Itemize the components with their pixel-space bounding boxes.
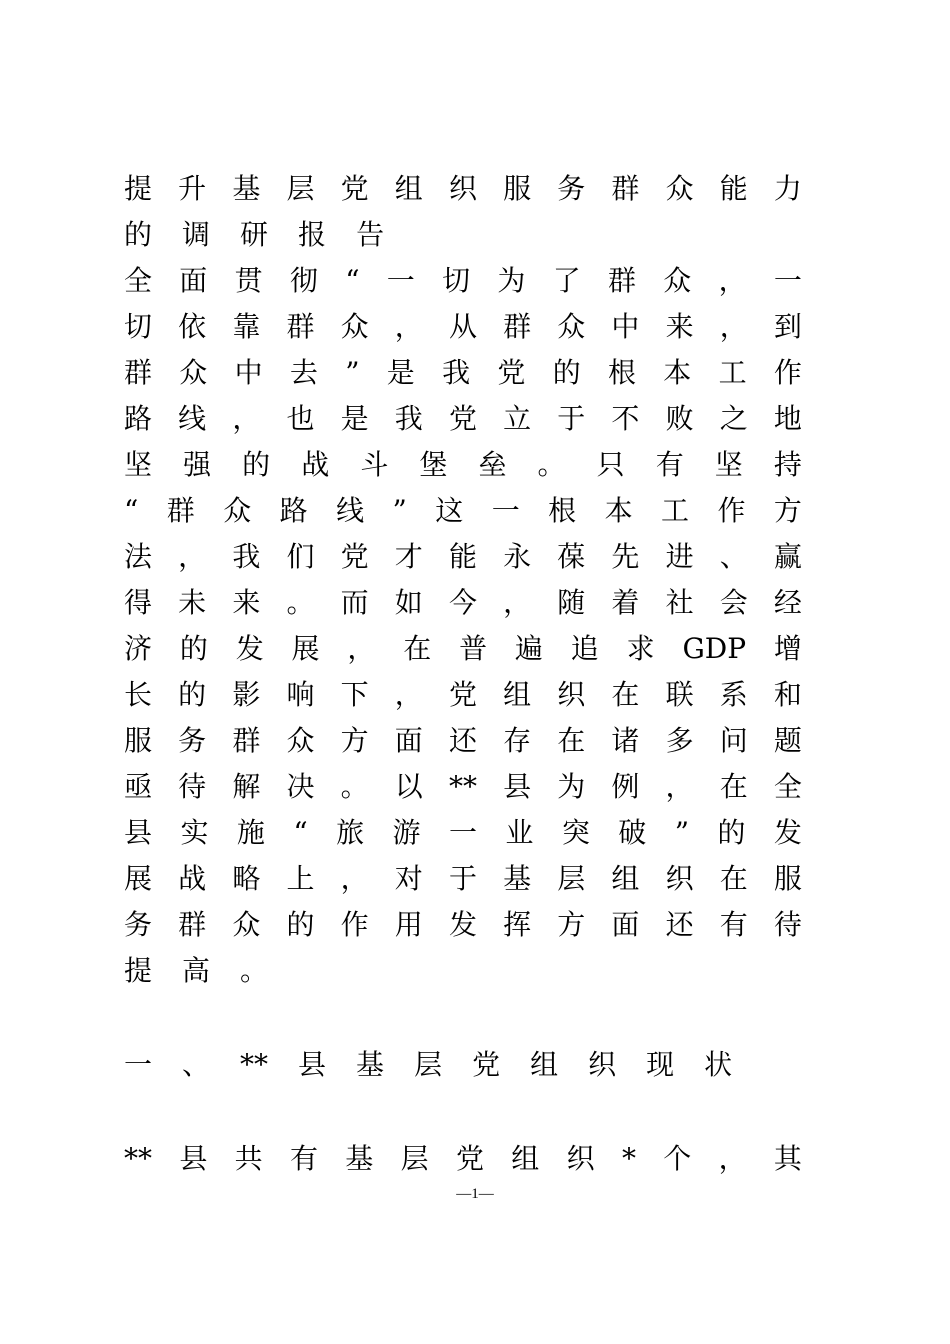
text-glyph: 服 [124, 724, 153, 757]
text-glyph: 们 [286, 540, 315, 573]
text-glyph: 路 [124, 402, 153, 435]
page-number: —1— [456, 1186, 494, 1202]
text-glyph: 坚 [124, 448, 153, 481]
text-glyph: 永 [503, 540, 532, 573]
text-glyph: 我 [442, 356, 471, 389]
text-glyph: 之 [719, 402, 748, 435]
text-glyph: 。 [537, 448, 566, 481]
text-glyph: 一 [491, 494, 520, 527]
text-glyph: 下 [340, 678, 369, 711]
text-glyph: 组 [503, 678, 532, 711]
text-glyph: 有 [655, 448, 684, 481]
text-glyph: 织 [557, 678, 586, 711]
text-glyph: 作 [717, 494, 746, 527]
text-glyph: 遍 [514, 632, 543, 665]
text-glyph: 党 [455, 1142, 484, 1175]
text-glyph: 的 [552, 356, 581, 389]
text-glyph: 求 [626, 632, 655, 665]
text-glyph: 未 [178, 586, 207, 619]
text-glyph: 业 [505, 816, 534, 849]
text-glyph: 工 [718, 356, 747, 389]
text-glyph: 组 [530, 1048, 559, 1081]
text-glyph: 层 [414, 1048, 443, 1081]
text-glyph: 高 [182, 954, 211, 987]
text-glyph: 根 [607, 356, 636, 389]
text-glyph: 党 [448, 678, 477, 711]
paragraph-line [124, 856, 802, 902]
text-glyph: 作 [773, 356, 802, 389]
text-glyph: 这 [435, 494, 464, 527]
text-glyph: 施 [236, 816, 265, 849]
text-glyph: 不 [611, 402, 640, 435]
text-glyph: 根 [548, 494, 577, 527]
text-glyph: ， [665, 770, 694, 803]
text-glyph: 全 [773, 770, 802, 803]
text-glyph: 先 [611, 540, 640, 573]
document-body [124, 166, 802, 1182]
paragraph-line [124, 258, 802, 304]
text-glyph: 亟 [124, 770, 153, 803]
text-glyph: 败 [665, 402, 694, 435]
paragraph-line [124, 810, 802, 856]
text-glyph: ， [394, 310, 423, 343]
text-glyph: 群 [286, 310, 315, 343]
text-glyph: 和 [773, 678, 802, 711]
text-glyph: 从 [448, 310, 477, 343]
text-glyph: 普 [459, 632, 488, 665]
text-glyph: 层 [557, 862, 586, 895]
text-glyph: 一 [386, 264, 415, 297]
text-glyph: 中 [234, 356, 263, 389]
text-glyph: 升 [178, 172, 207, 205]
text-glyph: 群 [124, 356, 153, 389]
text-glyph: 以 [394, 770, 423, 803]
text-glyph: 来 [232, 586, 261, 619]
text-glyph: 如 [394, 586, 423, 619]
text-glyph: 层 [400, 1142, 429, 1175]
text-glyph: 织 [448, 172, 477, 205]
text-glyph: 待 [178, 770, 207, 803]
paragraph-line [124, 948, 802, 994]
text-glyph: 党 [497, 356, 526, 389]
text-glyph: 一 [448, 816, 477, 849]
text-glyph: 状 [704, 1048, 733, 1081]
text-glyph: ， [719, 310, 748, 343]
text-glyph: ” [345, 356, 360, 389]
text-glyph: 织 [665, 862, 694, 895]
text-glyph: 中 [611, 310, 640, 343]
text-glyph: 众 [557, 310, 586, 343]
text-glyph: 决 [286, 770, 315, 803]
text-glyph: 研 [240, 218, 269, 251]
text-glyph: 务 [557, 172, 586, 205]
text-glyph: * [621, 1142, 636, 1175]
paragraph-line [124, 626, 802, 672]
text-glyph: ， [503, 586, 532, 619]
text-glyph: 提 [124, 954, 153, 987]
text-glyph: 于 [557, 402, 586, 435]
text-glyph: 立 [503, 402, 532, 435]
text-glyph: 存 [503, 724, 532, 757]
text-glyph: 济 [124, 632, 153, 665]
text-glyph: 堡 [419, 448, 448, 481]
text-glyph: 发 [448, 908, 477, 941]
text-glyph: 诸 [611, 724, 640, 757]
text-glyph: 众 [663, 264, 692, 297]
text-glyph: 斗 [360, 448, 389, 481]
text-glyph: 彻 [289, 264, 318, 297]
text-glyph: 到 [773, 310, 802, 343]
text-glyph: 的 [179, 632, 208, 665]
title-line [124, 212, 802, 258]
text-glyph: 长 [124, 678, 153, 711]
text-glyph: 众 [286, 724, 315, 757]
text-glyph: 解 [232, 770, 261, 803]
text-glyph: ， [232, 402, 261, 435]
text-glyph: 组 [611, 862, 640, 895]
text-glyph: 群 [232, 724, 261, 757]
text-glyph: 其 [773, 1142, 802, 1175]
paragraph-line [124, 304, 802, 350]
text-glyph: 法 [124, 540, 153, 573]
text-glyph: 能 [719, 172, 748, 205]
text-glyph: 众 [665, 172, 694, 205]
text-glyph: 基 [345, 1142, 374, 1175]
text-glyph: 进 [665, 540, 694, 573]
text-glyph: 战 [301, 448, 330, 481]
text-glyph: 赢 [773, 540, 802, 573]
text-glyph: 众 [340, 310, 369, 343]
text-glyph: 务 [124, 908, 153, 941]
text-glyph: 葆 [557, 540, 586, 573]
text-glyph: 我 [394, 402, 423, 435]
text-glyph: 实 [180, 816, 209, 849]
text-glyph: 本 [604, 494, 633, 527]
paragraph-line [124, 902, 802, 948]
text-glyph: 线 [178, 402, 207, 435]
text-glyph: 群 [166, 494, 195, 527]
text-glyph: ** [240, 1048, 269, 1081]
text-glyph: 县 [298, 1048, 327, 1081]
text-glyph: 。 [286, 586, 315, 619]
text-glyph: 上 [286, 862, 315, 895]
paragraph-line [124, 442, 802, 488]
text-glyph: 持 [773, 448, 802, 481]
paragraph-line [124, 534, 802, 580]
text-glyph: 层 [286, 172, 315, 205]
text-glyph: 组 [394, 172, 423, 205]
text-glyph: 服 [503, 172, 532, 205]
text-glyph: 展 [124, 862, 153, 895]
section-heading [124, 1042, 802, 1088]
text-glyph: 切 [442, 264, 471, 297]
text-glyph: 面 [179, 264, 208, 297]
text-glyph: 待 [773, 908, 802, 941]
text-glyph: 了 [552, 264, 581, 297]
text-glyph: ” [392, 494, 407, 527]
text-glyph: “ [124, 494, 139, 527]
text-glyph: 依 [178, 310, 207, 343]
text-glyph: 众 [223, 494, 252, 527]
text-glyph: 群 [607, 264, 636, 297]
text-glyph: 服 [773, 862, 802, 895]
paragraph-line [124, 1136, 802, 1182]
text-glyph: 。 [340, 770, 369, 803]
text-glyph: 方 [557, 908, 586, 941]
text-glyph: 破 [618, 816, 647, 849]
text-glyph: 群 [611, 172, 640, 205]
text-glyph: 个 [663, 1142, 692, 1175]
text-glyph: 共 [234, 1142, 263, 1175]
text-glyph: 着 [611, 586, 640, 619]
text-glyph: 调 [182, 218, 211, 251]
blank-line [124, 994, 802, 1042]
text-glyph: 战 [178, 862, 207, 895]
text-glyph: 在 [611, 678, 640, 711]
text-glyph: 、 [719, 540, 748, 573]
text-glyph: 靠 [232, 310, 261, 343]
title-line [124, 166, 802, 212]
text-glyph: 例 [611, 770, 640, 803]
text-glyph: 县 [503, 770, 532, 803]
text-glyph: 一 [773, 264, 802, 297]
text-glyph: 群 [178, 908, 207, 941]
paragraph-line [124, 396, 802, 442]
text-glyph: 提 [124, 172, 153, 205]
text-glyph: ， [394, 678, 423, 711]
text-glyph: 面 [611, 908, 640, 941]
text-glyph: 旅 [336, 816, 365, 849]
text-glyph: 也 [286, 402, 315, 435]
blank-line [124, 1088, 802, 1136]
text-glyph: 为 [557, 770, 586, 803]
text-glyph: 游 [392, 816, 421, 849]
text-glyph: 本 [663, 356, 692, 389]
text-glyph: 众 [232, 908, 261, 941]
text-glyph: 影 [232, 678, 261, 711]
text-glyph: 线 [336, 494, 365, 527]
text-glyph: 在 [403, 632, 432, 665]
text-glyph: 。 [240, 954, 269, 987]
text-glyph: 来 [665, 310, 694, 343]
text-glyph: ， [178, 540, 207, 573]
text-glyph: 党 [472, 1048, 501, 1081]
text-glyph: 题 [773, 724, 802, 757]
text-glyph: 联 [665, 678, 694, 711]
text-glyph: ， [718, 1142, 747, 1175]
text-glyph: 有 [289, 1142, 318, 1175]
text-glyph: 路 [279, 494, 308, 527]
paragraph-line [124, 718, 802, 764]
text-glyph: 一 [124, 1048, 153, 1081]
text-glyph: 发 [773, 816, 802, 849]
text-glyph: 基 [503, 862, 532, 895]
text-glyph: 织 [588, 1048, 617, 1081]
paragraph-line [124, 672, 802, 718]
text-glyph: ， [340, 862, 369, 895]
text-glyph: 在 [719, 770, 748, 803]
text-glyph: 基 [356, 1048, 385, 1081]
text-glyph: 系 [719, 678, 748, 711]
paragraph-line [124, 350, 802, 396]
text-glyph: ** [448, 770, 477, 803]
text-glyph: 经 [773, 586, 802, 619]
text-glyph: 方 [773, 494, 802, 527]
text-glyph: 是 [386, 356, 415, 389]
text-glyph: 为 [497, 264, 526, 297]
text-glyph: 党 [448, 402, 477, 435]
text-glyph: 会 [719, 586, 748, 619]
text-glyph: 工 [661, 494, 690, 527]
text-glyph: 的 [717, 816, 746, 849]
text-glyph: 能 [448, 540, 477, 573]
text-glyph: 今 [448, 586, 477, 619]
text-glyph: 党 [340, 172, 369, 205]
text-glyph: 略 [232, 862, 261, 895]
text-glyph: 突 [561, 816, 590, 849]
text-glyph: 地 [773, 402, 802, 435]
text-glyph: 还 [665, 908, 694, 941]
text-glyph: 多 [665, 724, 694, 757]
text-glyph: 增 [773, 632, 802, 665]
text-glyph: 贯 [234, 264, 263, 297]
text-glyph: 基 [232, 172, 261, 205]
text-glyph: GDP [682, 632, 747, 665]
text-glyph: 组 [511, 1142, 540, 1175]
text-glyph: ， [347, 632, 376, 665]
text-glyph: 才 [394, 540, 423, 573]
text-glyph: 方 [340, 724, 369, 757]
text-glyph: 力 [773, 172, 802, 205]
text-glyph: 展 [291, 632, 320, 665]
text-glyph: “ [293, 816, 308, 849]
text-glyph: 用 [394, 908, 423, 941]
text-glyph: 务 [178, 724, 207, 757]
text-glyph: 众 [179, 356, 208, 389]
text-glyph: 追 [570, 632, 599, 665]
text-glyph: 在 [557, 724, 586, 757]
text-glyph: 垒 [478, 448, 507, 481]
text-glyph: 我 [232, 540, 261, 573]
text-glyph: 县 [124, 816, 153, 849]
text-glyph: 作 [340, 908, 369, 941]
text-glyph: 的 [286, 908, 315, 941]
text-glyph: 去 [289, 356, 318, 389]
text-glyph: 坚 [714, 448, 743, 481]
text-glyph: 切 [124, 310, 153, 343]
text-glyph: ， [718, 264, 747, 297]
text-glyph: 发 [235, 632, 264, 665]
text-glyph: 而 [340, 586, 369, 619]
text-glyph: 还 [448, 724, 477, 757]
paragraph-line [124, 764, 802, 810]
text-glyph: 群 [503, 310, 532, 343]
text-glyph: 党 [340, 540, 369, 573]
text-glyph: 的 [242, 448, 271, 481]
text-glyph: 得 [124, 586, 153, 619]
text-glyph: 是 [340, 402, 369, 435]
text-glyph: 问 [719, 724, 748, 757]
text-glyph: 随 [557, 586, 586, 619]
text-glyph: 、 [182, 1048, 211, 1081]
text-glyph: 只 [596, 448, 625, 481]
text-glyph: 于 [448, 862, 477, 895]
text-glyph: 的 [124, 218, 153, 251]
text-glyph: 织 [566, 1142, 595, 1175]
text-glyph: 有 [719, 908, 748, 941]
paragraph-line [124, 488, 802, 534]
text-glyph: 现 [646, 1048, 675, 1081]
text-glyph: 强 [183, 448, 212, 481]
text-glyph: ” [674, 816, 690, 849]
text-glyph: 响 [286, 678, 315, 711]
text-glyph: 社 [665, 586, 694, 619]
text-glyph: 全 [124, 264, 153, 297]
text-glyph: 的 [178, 678, 207, 711]
text-glyph: 在 [719, 862, 748, 895]
text-glyph: “ [345, 264, 360, 297]
text-glyph: 告 [356, 218, 385, 251]
text-glyph: 县 [179, 1142, 208, 1175]
text-glyph: ** [124, 1142, 152, 1175]
text-glyph: 挥 [503, 908, 532, 941]
text-glyph: 对 [394, 862, 423, 895]
text-glyph: 面 [394, 724, 423, 757]
text-glyph: 报 [298, 218, 327, 251]
paragraph-line [124, 580, 802, 626]
